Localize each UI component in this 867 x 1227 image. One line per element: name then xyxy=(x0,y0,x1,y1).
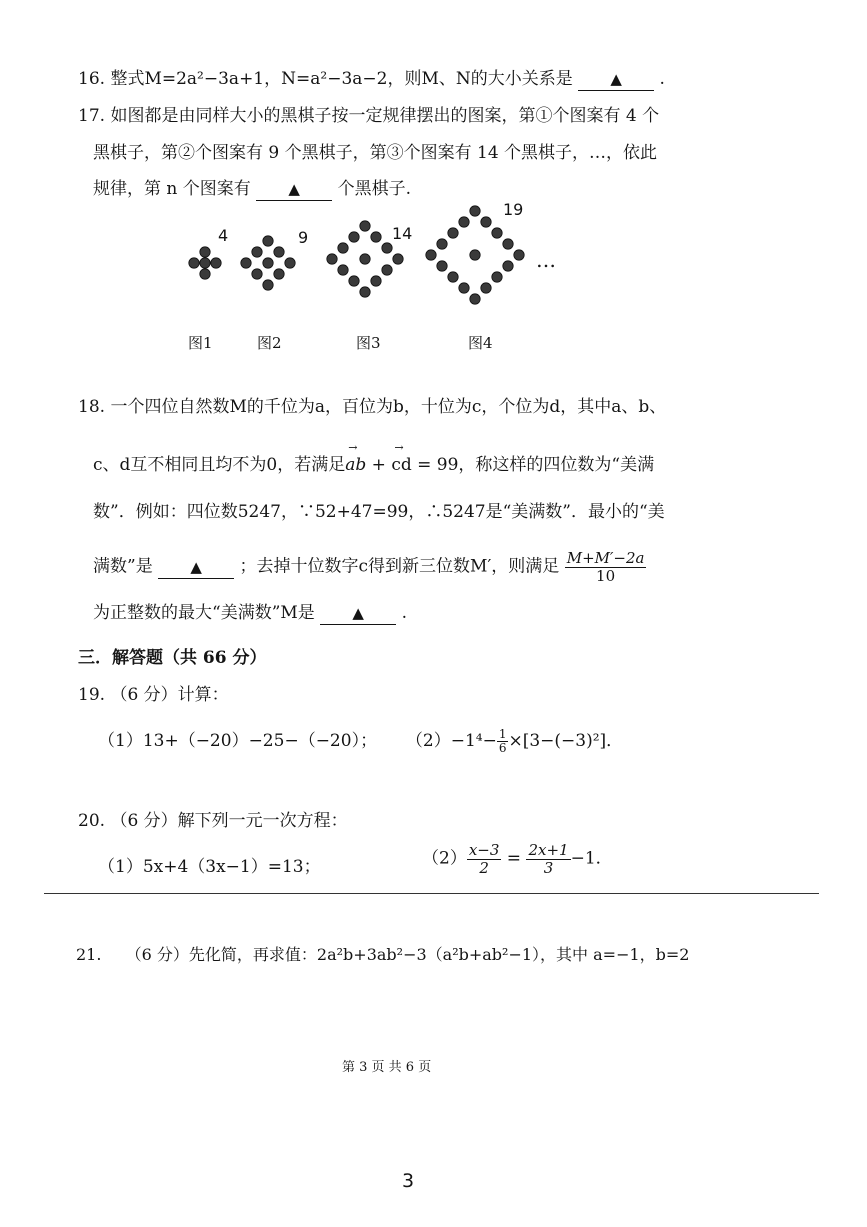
question-number: 21. xyxy=(76,945,102,964)
chess-piece-fig4 xyxy=(459,217,469,227)
question-number: 17. xyxy=(78,106,106,126)
part-2: （2）−1⁴− $\frac{1}{6}$ ×[3−(−3)²]． xyxy=(405,726,624,755)
question-text: 如图都是由同样大小的黑棋子按一定规律摆出的图案，第①个图案有 4 个 xyxy=(110,106,660,126)
chess-piece-fig2 xyxy=(263,236,273,246)
question-18-line5: 为正整数的最大“美满数”M是 ▲ . xyxy=(93,603,408,623)
chess-piece-fig4 xyxy=(514,250,524,260)
chess-piece-fig2 xyxy=(285,258,295,268)
chess-piece-fig4 xyxy=(481,217,491,227)
question-21 xyxy=(76,942,689,965)
chess-piece-fig3 xyxy=(327,254,337,264)
chess-piece-fig3 xyxy=(349,276,359,286)
chess-piece-fig2 xyxy=(263,280,273,290)
answer-blank[interactable]: ▲ xyxy=(256,178,332,201)
question-16: 16. 整式M=2a²−3a+1，N=a²−3a−2，则M、N的大小关系是 ▲ . xyxy=(78,69,665,89)
chess-piece-fig4 xyxy=(503,239,513,249)
chess-piece-fig1 xyxy=(200,258,210,268)
chess-piece-fig4 xyxy=(448,228,458,238)
vector-ab: → ab xyxy=(345,441,367,475)
chess-piece-fig3 xyxy=(349,232,359,242)
chess-piece-fig3 xyxy=(360,287,370,297)
bead-pattern-figures xyxy=(0,195,867,365)
chess-piece-fig2 xyxy=(252,269,262,279)
question-text: 一个四位自然数M的千位为a，百位为b，十位为c，个位为d，其中a、b、 xyxy=(110,397,667,417)
page-divider xyxy=(44,893,819,894)
chess-piece-fig3 xyxy=(338,265,348,275)
answer-blank[interactable]: ▲ xyxy=(578,68,654,91)
chess-piece-fig4 xyxy=(492,228,502,238)
chess-piece-fig4 xyxy=(437,239,447,249)
question-text: 整式M=2a²−3a+1，N=a²−3a−2，则M、N的大小关系是 xyxy=(110,69,573,89)
question-18-line4: 满数”是 ▲ ；去掉十位数字c得到新三位数M′，则满足 $\frac{M+M'-2a}{10}$ xyxy=(93,549,645,585)
handwritten-count-3: 14 xyxy=(392,224,413,243)
question-18-line3: 数”．例如：四位数5247，∵52+47=99，∴5247是“美满数”．最小的“美 xyxy=(93,502,665,522)
figure-label-1: 图1 xyxy=(188,334,213,352)
chess-piece-fig2 xyxy=(263,258,273,268)
chess-piece-fig3 xyxy=(371,276,381,286)
chess-piece-fig4 xyxy=(459,283,469,293)
question-17-line2: 黑棋子，第②个图案有 9 个黑棋子，第③个图案有 14 个黑棋子，…，依此 xyxy=(93,143,658,163)
page-number: 3 xyxy=(402,1170,415,1192)
question-20-part-2: （2） $\frac{x-3}{2}$ = $\frac{2x+1}{3}$ −1． xyxy=(422,841,613,877)
chess-piece-fig3 xyxy=(360,254,370,264)
chess-piece-fig4 xyxy=(470,206,480,216)
chess-piece-fig1 xyxy=(200,247,210,257)
part-1: （1）13+（−20）−25−（−20）； xyxy=(98,731,378,751)
handwritten-count-4: 19 xyxy=(503,200,524,219)
question-19-parts xyxy=(98,726,623,755)
figure-label-4: 图4 xyxy=(468,334,493,352)
question-20-part-1: （1）5x+4（3x−1）=13； xyxy=(98,857,321,877)
chess-piece-fig4 xyxy=(470,294,480,304)
chess-piece-fig1 xyxy=(189,258,199,268)
question-18-line2: c、d互不相同且均不为0，若满足 → ab + → cd = 99，称这样的四位数为“美满 xyxy=(93,441,655,475)
chess-piece-fig3 xyxy=(338,243,348,253)
vector-cd: → cd xyxy=(391,441,412,475)
chess-piece-fig2 xyxy=(241,258,251,268)
section-title: 三．解答题（共 66 分） xyxy=(78,648,267,668)
chess-piece-fig1 xyxy=(211,258,221,268)
page-info: 第 3 页 共 6 页 xyxy=(342,1060,432,1075)
question-20-head: 20. （6 分）解下列一元一次方程： xyxy=(78,811,348,831)
pattern-ellipsis: … xyxy=(536,248,556,272)
chess-piece-fig3 xyxy=(393,254,403,264)
chess-piece-fig2 xyxy=(274,269,284,279)
answer-blank[interactable]: ▲ xyxy=(158,556,234,579)
chess-piece-fig2 xyxy=(252,247,262,257)
figure-label-3: 图3 xyxy=(356,334,381,352)
question-number: 18. xyxy=(78,397,106,417)
question-17-line3: 规律，第 n 个图案有 ▲ 个黑棋子. xyxy=(93,179,411,199)
chess-piece-fig4 xyxy=(448,272,458,282)
question-19-head: 19. （6 分）计算： xyxy=(78,685,229,705)
chess-piece-fig2 xyxy=(274,247,284,257)
chess-piece-fig3 xyxy=(382,243,392,253)
chess-piece-fig4 xyxy=(481,283,491,293)
chess-piece-fig4 xyxy=(470,250,480,260)
question-17-line1 xyxy=(78,101,659,126)
answer-blank[interactable]: ▲ xyxy=(320,602,396,625)
chess-piece-fig4 xyxy=(492,272,502,282)
chess-piece-fig3 xyxy=(382,265,392,275)
question-number: 16. xyxy=(78,69,106,89)
chess-piece-fig4 xyxy=(426,250,436,260)
question-number: 20. xyxy=(78,811,106,831)
figure-label-2: 图2 xyxy=(257,334,282,352)
question-18-line1 xyxy=(78,392,666,417)
question-number: 19. xyxy=(78,685,106,705)
chess-piece-fig1 xyxy=(200,269,210,279)
chess-piece-fig3 xyxy=(371,232,381,242)
handwritten-count-1: 4 xyxy=(218,226,229,245)
fraction: $\frac{M+M'-2a}{10}$ xyxy=(566,549,645,585)
chess-piece-fig3 xyxy=(360,221,370,231)
question-text: （6 分）先化简，再求值：2a²b+3ab²−3（a²b+ab²−1），其中 a=−1，b=2 xyxy=(125,945,690,964)
chess-piece-fig4 xyxy=(503,261,513,271)
chess-piece-fig4 xyxy=(437,261,447,271)
handwritten-count-2: 9 xyxy=(298,228,309,247)
